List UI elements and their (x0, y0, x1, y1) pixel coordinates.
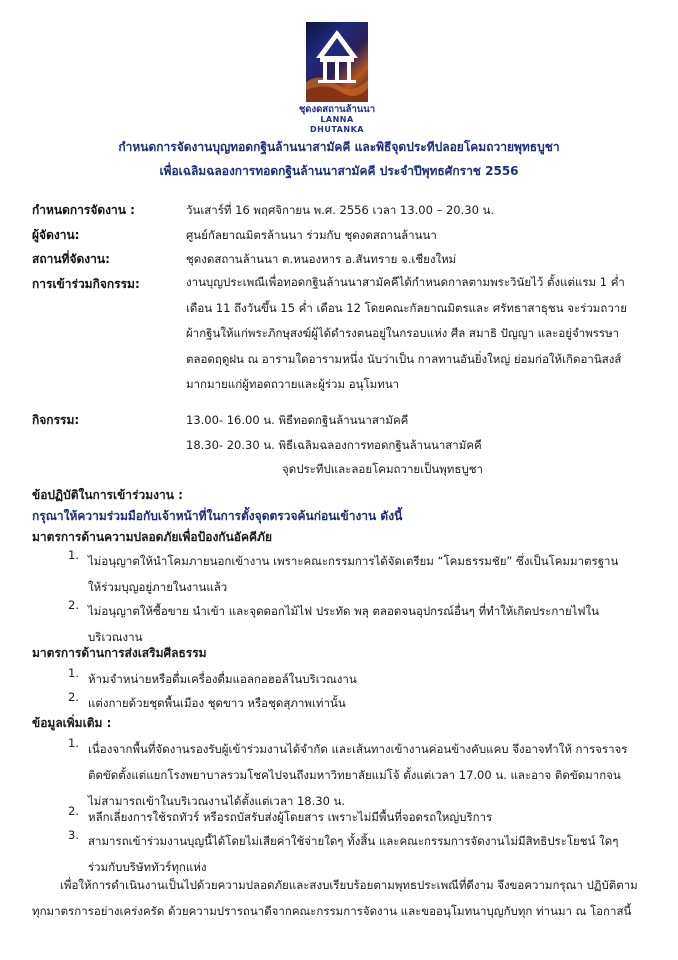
list-text: แต่งกายด้วยชุดพื้นเมือง ชุดขาว หรือชุดสุภาพเท่านั้น (88, 696, 346, 710)
organizer-logo (297, 22, 377, 135)
list-text: สามารถเข้าร่วมงานบุญนี้ได้โดยไม่เสียค่าใช้จ่ายใดๆ ทั้งสิ้น และคณะกรรมการจัดงานไม่มีสิทธิประโยชน์ ใดๆ ร่วมกับบริษัททัวร์ทุกแห่ง (88, 834, 619, 874)
list-number: 1. (68, 736, 79, 750)
list-number: 3. (68, 828, 79, 842)
list-text: ไม่อนุญาตให้ซื้อขาย นำเข้า และจุดดอกไม้ไฟ ประทัด พลุ ตลอดจนอุปกรณ์อื่นๆ ที่ทำให้เกิดประกายไฟใน บริเวณงาน (88, 604, 599, 644)
logo-name-english: LANNA DHUTANKA (310, 115, 364, 134)
rules-subheading: กรุณาให้ความร่วมมือกับเจ้าหน้าที่ในการตั้งจุดตรวจค้นก่อนเข้างาน ดังนี้ (32, 509, 403, 523)
venue-value: ชุดงดสถานล้านนา ต.หนองหาร อ.สันทราย จ.เชียงใหม่ (186, 252, 457, 266)
activity-item-2-detail: จุดประทีปและลอยโคมถวายเป็นพุทธบูชา (282, 462, 483, 476)
closing-paragraph: เพื่อให้การดำเนินงานเป็นไปด้วยความปลอดภัยและสงบเรียบร้อยตามพุทธประเพณีที่ดีงาม จึงขอความกรุณา ปฏิบัติตามทุกมาตรการอย่างเคร่งครัด ด้วยความปรารถนาดีจากคณะกรรมการจัดงาน และขออนุโมทนาบุญกับทุก ท่านมา ณ โอกาสนี้ (32, 878, 638, 918)
activity-item-2: 18.30- 20.30 น. พิธีเฉลิมฉลองการทอดกฐินล้านนาสามัคคี (186, 438, 482, 452)
organizer-label: ผู้จัดงาน: (32, 228, 80, 242)
schedule-label: กำหนดการจัดงาน : (32, 203, 135, 217)
list-text: ไม่อนุญาตให้นำโคมภายนอกเข้างาน เพราะคณะกรรมการได้จัดเตรียม “โคมธรรมชัย” ซึ่งเป็นโคมมาตรฐาน ให้ร่วมบุญอยู่ภายในงานแล้ว (88, 554, 619, 594)
organizer-value: ศูนย์กัลยาณมิตรล้านนา ร่วมกับ ชุดงดสถานล้านนา (186, 228, 437, 242)
rules-heading: ข้อปฏิบัติในการเข้าร่วมงาน : (32, 488, 183, 502)
list-number: 2. (68, 804, 79, 818)
schedule-value: วันเสาร์ที่ 16 พฤศจิกายน พ.ศ. 2556 เวลา 13.00 – 20.30 น. (186, 203, 495, 217)
list-number: 2. (68, 598, 79, 612)
document-subtitle: เพื่อเฉลิมฉลองการทอดกฐินล้านนาสามัคคี ประจำปีพุทธศักราช 2556 (159, 164, 519, 178)
temple-logo-icon (306, 22, 368, 102)
list-text: หลีกเลี่ยงการใช้รถทัวร์ หรือรถบัสรับส่งผู้โดยสาร เพราะไม่มีพื้นที่จอดรถใหญ่บริการ (88, 810, 493, 824)
list-text: เนื่องจากพื้นที่จัดงานรองรับผู้เข้าร่วมงานได้จำกัด และเส้นทางเข้างานค่อนข้างคับแคบ จึงอาจทำให้ การจราจรติดขัดตั้งแต่แยกโรงพยาบาลรวมโชคไปจนถึงมหาวิทยาลัยแม่โจ้ ตั้งแต่เวลา 17.00 น. และอาจ ติดขัดมากจนไม่สามารถเข้าในบริเวณงานได้ตั้งแต่เวลา 18.30 น. (88, 742, 628, 808)
document-title: กำหนดการจัดงานบุญทอดกฐินล้านนาสามัคคี และพิธีจุดประทีปลอยโคมถวายพุทธบูชา (118, 140, 560, 154)
list-number: 2. (68, 690, 79, 704)
list-number: 1. (68, 666, 79, 680)
participation-label: การเข้าร่วมกิจกรรม: (32, 277, 140, 291)
logo-name-thai: ชุดงดสถานล้านนา (298, 104, 376, 115)
more-info-heading: ข้อมูลเพิ่มเติม : (32, 716, 112, 730)
list-text: ห้ามจำหน่ายหรือดื่มเครื่องดื่มแอลกอฮอล์ในบริเวณงาน (88, 672, 357, 686)
participation-description: งานบุญประเพณีเพื่อทอดกฐินล้านนาสามัคคีได้กำหนดกาลตามพระวินัยไว้ ตั้งแต่แรม 1 ค่ำ เดือน 11 ถึงวันขึ้น 15 ค่ำ เดือน 12 โดยคณะกัลยาณมิตรและ ศรัทธาสาธุชน จะร่วมถวายผ้ากฐินให้แก่พระภิกษุสงฆ์ผู้ได้ดำรงตนอยู่ในกรอบแห่ง ศีล สมาธิ ปัญญา และอยู่จำพรรษาตลอดฤดูฝน ณ อารามใดอารามหนึ่ง นับว่าเป็น กาลทานอันยิ่งใหญ่ ย่อมก่อให้เกิดอานิสงส์มากมายแก่ผู้ทอดถวายและผู้ร่วม อนุโมทนา (186, 275, 628, 391)
activity-item-1: 13.00- 16.00 น. พิธีทอดกฐินล้านนาสามัคคี (186, 413, 409, 427)
safety-heading: มาตรการด้านความปลอดภัยเพื่อป้องกันอัคคีภัย (32, 530, 272, 544)
list-number: 1. (68, 548, 79, 562)
activity-label: กิจกรรม: (32, 413, 80, 427)
venue-label: สถานที่จัดงาน: (32, 252, 110, 266)
morality-heading: มาตรการด้านการส่งเสริมศีลธรรม (32, 646, 207, 660)
